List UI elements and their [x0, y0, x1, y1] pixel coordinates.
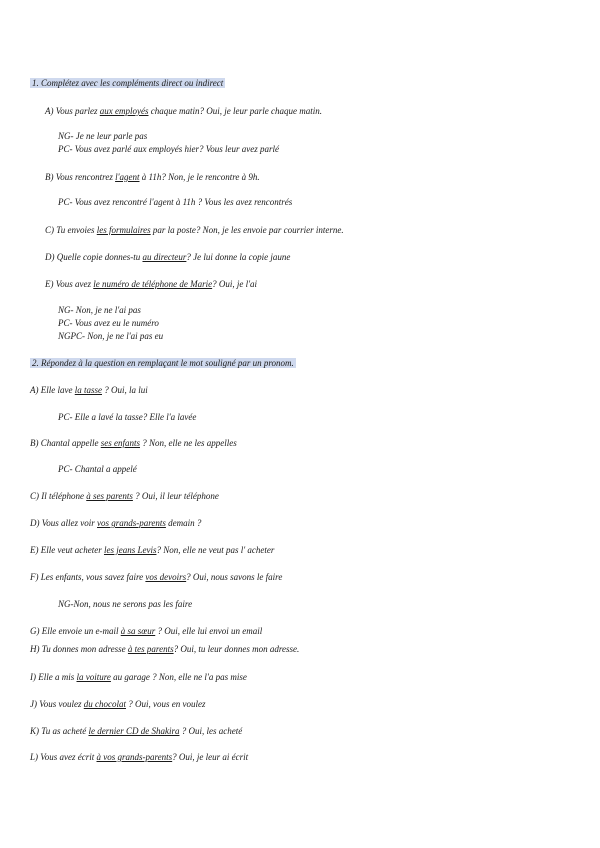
underlined-word: aux employés [99, 106, 149, 116]
line-text: C) Tu envoies [45, 225, 97, 235]
exercise-line [45, 224, 344, 236]
exercise-line [30, 671, 247, 683]
line-text: D) Quelle copie donnes-tu [45, 252, 143, 262]
exercise-line [30, 384, 148, 396]
line-text: PC- Vous avez eu le numéro [58, 318, 159, 328]
exercise-line [30, 437, 237, 449]
exercise-line [58, 463, 137, 475]
line-text: NG- Non, je ne l'ai pas [58, 305, 141, 315]
line-text: par la poste? Non, je les envoie par courrier interne. [150, 225, 344, 235]
line-text: ? Oui, nous savons le faire [186, 572, 283, 582]
line-text: A) Vous parlez [45, 106, 100, 116]
exercise-line [30, 490, 219, 502]
line-text: ? Oui, tu leur donnes mon adresse. [173, 644, 300, 654]
underlined-word: à tes parents [127, 644, 174, 654]
line-text: ? Oui, elle lui envoi un email [155, 626, 263, 636]
exercise-line [30, 571, 282, 583]
line-text: E) Vous avez [45, 279, 94, 289]
line-text: PC- Vous avez parlé aux employés hier? Vous leur avez parlé [58, 144, 279, 154]
line-text: L) Vous avez écrit [30, 752, 97, 762]
exercise-line [58, 317, 159, 329]
line-text: D) Vous allez voir [30, 518, 97, 528]
line-text: NGPC- Non, je ne l'ai pas eu [58, 331, 164, 341]
underlined-word: vos devoirs [145, 572, 187, 582]
line-text: B) Chantal appelle [30, 438, 101, 448]
line-text: F) Les enfants, vous savez faire [30, 572, 146, 582]
exercise-line [58, 411, 196, 423]
line-text: ? Non, elle ne veut pas l' acheter [156, 545, 275, 555]
line-text: A) Elle lave [30, 385, 75, 395]
line-text: ? Non, elle ne les appelles [140, 438, 237, 448]
line-text: E) Elle veut acheter [30, 545, 104, 555]
section-1-heading [30, 77, 225, 89]
exercise-line [45, 171, 260, 183]
exercise-line [58, 330, 163, 342]
exercise-line [30, 751, 248, 763]
line-text: PC- Elle a lavé la tasse? Elle l'a lavée [58, 412, 197, 422]
exercise-line [30, 544, 274, 556]
exercise-line [45, 251, 290, 263]
line-text: chaque matin? Oui, je leur parle chaque matin. [148, 106, 322, 116]
underlined-word: à vos grands-parents [96, 752, 173, 762]
exercise-line [45, 278, 257, 290]
underlined-word: le dernier CD de Shakira [88, 726, 180, 736]
underlined-word: la voiture [76, 672, 111, 682]
line-text: PC- Vous avez rencontré l'agent à 11h ? Vous les avez rencontrés [58, 197, 293, 207]
exercise-line [30, 517, 201, 529]
exercise-line [58, 143, 279, 155]
exercise-line [30, 725, 242, 737]
line-text: demain ? [165, 518, 202, 528]
underlined-word: à sa sœur [120, 626, 156, 636]
line-text: ? Oui, il leur téléphone [132, 491, 219, 501]
line-text: G) Elle envoie un e-mail [30, 626, 121, 636]
line-text: ? Oui, je l'ai [212, 279, 258, 289]
underlined-word: ses enfants [100, 438, 140, 448]
line-text: K) Tu as acheté [30, 726, 89, 736]
underlined-word: le numéro de téléphone de Marie [93, 279, 213, 289]
line-text: C) Il téléphone [30, 491, 87, 501]
section-1-title: 1. Complétez avec les compléments direct ou indirect [32, 78, 224, 88]
line-text: ? Je lui donne la copie jaune [186, 252, 291, 262]
underlined-word: à ses parents [86, 491, 133, 501]
line-text: H) Tu donnes mon adresse [30, 644, 128, 654]
line-text: PC- Chantal a appelé [58, 464, 137, 474]
exercise-line [45, 105, 322, 117]
line-text: B) Vous rencontrez [45, 172, 116, 182]
exercise-line [58, 196, 292, 208]
line-text: ? Oui, vous en voulez [126, 699, 206, 709]
line-text: ? Oui, les acheté [179, 726, 243, 736]
line-text: au garage ? Non, elle ne l'a pas mise [110, 672, 247, 682]
exercise-line [58, 130, 147, 142]
underlined-word: la tasse [74, 385, 102, 395]
section-2-title: 2. Répondez à la question en remplaçant le mot souligné par un pronom. [32, 358, 294, 368]
exercise-line [58, 598, 192, 610]
line-text: ? Oui, je leur ai écrit [172, 752, 249, 762]
exercise-line [30, 625, 262, 637]
underlined-word: du chocolat [83, 699, 126, 709]
exercise-line [30, 698, 205, 710]
exercise-line [30, 643, 299, 655]
underlined-word: les formulaires [96, 225, 151, 235]
underlined-word: vos grands-parents [97, 518, 166, 528]
section-2-heading [30, 357, 296, 369]
underlined-word: au directeur [142, 252, 187, 262]
underlined-word: les jeans Levis [103, 545, 157, 555]
line-text: à 11h? Non, je le rencontre à 9h. [139, 172, 260, 182]
line-text: J) Vous voulez [30, 699, 84, 709]
line-text: NG-Non, nous ne serons pas les faire [58, 599, 193, 609]
line-text: NG- Je ne leur parle pas [58, 131, 148, 141]
exercise-line [58, 304, 141, 316]
line-text: ? Oui, la lui [102, 385, 148, 395]
line-text: I) Elle a mis [30, 672, 77, 682]
underlined-word: l'agent [115, 172, 140, 182]
